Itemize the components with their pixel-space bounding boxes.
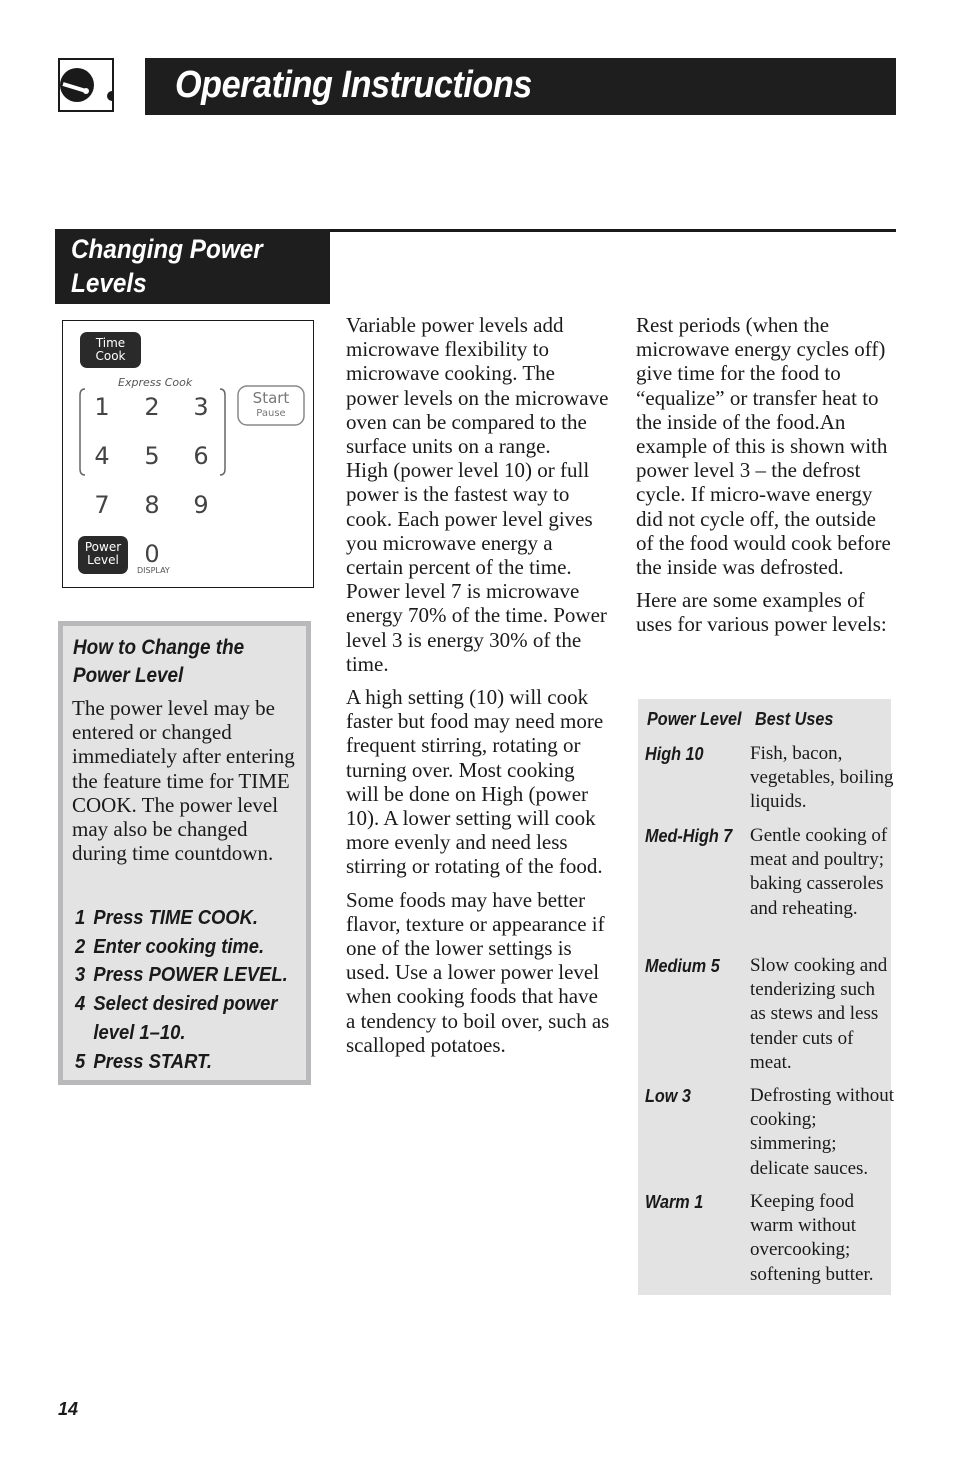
power-level-cell: High 10 bbox=[645, 744, 704, 764]
digit-9-key: 9 bbox=[193, 491, 209, 519]
paragraph: Here are some examples of uses for various power levels: bbox=[636, 588, 887, 637]
body-column-right bbox=[636, 313, 898, 646]
power-level-key bbox=[78, 536, 128, 574]
digit-7-key: 7 bbox=[94, 491, 110, 519]
power-level-key-line1: Power bbox=[84, 540, 122, 554]
digit-6-key: 6 bbox=[193, 442, 209, 470]
step-item bbox=[75, 933, 296, 962]
digit-4-key: 4 bbox=[94, 442, 110, 470]
body-column-middle bbox=[346, 313, 611, 1066]
digit-8-key: 8 bbox=[144, 491, 160, 519]
digit-0-key: 0 bbox=[144, 540, 160, 568]
express-cook-label: Express Cook bbox=[118, 376, 193, 389]
best-uses-cell: Slow cooking and tenderizing such as stews and less tender cuts of meat. bbox=[750, 955, 888, 1073]
paragraph: High (power level 10) or full power is the fastest way to cook. Each power level gives you microwave energy a certain percent of the time. Power level 7 is microwave energy 70% of the time. Power level 3 is energy 30% of the time. bbox=[346, 458, 607, 676]
digit-1-key: 1 bbox=[94, 393, 110, 421]
digit-3-key: 3 bbox=[193, 393, 209, 421]
step-text: Press START. bbox=[93, 1050, 213, 1073]
best-uses-cell: Fish, bacon, vegetables, boiling liquids. bbox=[750, 743, 894, 813]
paragraph: Some foods may have better flavor, texture or appearance if one of the lower settings is used. Use a lower power level when cooking foods that have a tendency to boil over, such as scalloped potatoes. bbox=[346, 887, 610, 1057]
step-number: 3 bbox=[75, 964, 86, 987]
page-number: 14 bbox=[58, 1399, 79, 1419]
start-key-label: Start bbox=[252, 389, 290, 407]
paragraph: Variable power levels add microwave flexibility to microwave cooking. The power levels on the microwave oven can be compared to the surface units on a range. bbox=[346, 313, 609, 459]
step-text: Select desired power level 1–10. bbox=[93, 993, 278, 1044]
paragraph: A high setting (10) will cook faster but food may need more frequent stirring, rotating or turning over. Most cooking will be done on High (power 10). A lower setting will cook more evenly and need less stirring or rotating of the food. bbox=[346, 685, 604, 879]
power-level-table bbox=[638, 699, 895, 1295]
power-level-cell: Med-High 7 bbox=[645, 826, 733, 846]
step-number: 4 bbox=[75, 993, 86, 1016]
power-level-cell: Warm 1 bbox=[645, 1192, 704, 1212]
time-cook-key-line2: Cook bbox=[95, 349, 126, 363]
howto-title: How to Change the Power Level bbox=[73, 636, 245, 687]
table-header-best-uses: Best Uses bbox=[755, 709, 834, 729]
step-text: Press POWER LEVEL. bbox=[93, 964, 288, 987]
step-item bbox=[75, 904, 296, 933]
howto-box bbox=[58, 621, 311, 1085]
step-item bbox=[75, 1048, 296, 1077]
best-uses-cell: Defrosting without cooking; simmering; delicate sauces. bbox=[750, 1085, 895, 1179]
knob-icon bbox=[60, 60, 112, 110]
keypad-illustration bbox=[62, 320, 314, 588]
digit-2-key: 2 bbox=[144, 393, 160, 421]
step-number: 5 bbox=[75, 1050, 86, 1073]
howto-steps bbox=[75, 904, 296, 1076]
power-level-cell: Medium 5 bbox=[645, 956, 720, 976]
time-cook-key bbox=[80, 332, 141, 368]
step-number: 1 bbox=[75, 907, 86, 929]
paragraph: Rest periods (when the microwave energy cycles off) give time for the food to “equalize” or transfer heat to the inside of the food.An example of this is shown with power level 3 – the defrost cycle. If micro-wave energy did not cycle off, the outside of the food would cook before the inside was defrosted. bbox=[636, 313, 891, 580]
best-uses-cell: Keeping food warm without overcooking; softening butter. bbox=[750, 1191, 874, 1285]
page-title: Operating Instructions bbox=[175, 64, 532, 106]
digit-5-key: 5 bbox=[144, 442, 160, 470]
best-uses-cell: Gentle cooking of meat and poultry; baking casseroles and reheating. bbox=[750, 825, 888, 919]
step-text: Press TIME COOK. bbox=[93, 907, 259, 929]
title-bar bbox=[145, 58, 896, 115]
power-level-key-line2: Level bbox=[87, 553, 119, 567]
time-cook-key-line1: Time bbox=[95, 336, 126, 350]
display-label: DISPLAY bbox=[137, 566, 170, 575]
section-title: Changing Power Levels bbox=[71, 234, 263, 298]
power-level-cell: Low 3 bbox=[645, 1086, 691, 1106]
table-header-power-level: Power Level bbox=[647, 709, 742, 729]
step-item bbox=[75, 990, 296, 1047]
howto-body: The power level may be entered or changed immediately after entering the feature time for TIME COOK. The power level may also be changed during time countdown. bbox=[72, 696, 295, 866]
step-item bbox=[75, 961, 296, 990]
pause-key-label: Pause bbox=[256, 408, 286, 419]
section-header bbox=[55, 229, 330, 304]
step-text: Enter cooking time. bbox=[93, 935, 265, 958]
step-number: 2 bbox=[75, 935, 86, 958]
brand-logo bbox=[58, 58, 114, 112]
